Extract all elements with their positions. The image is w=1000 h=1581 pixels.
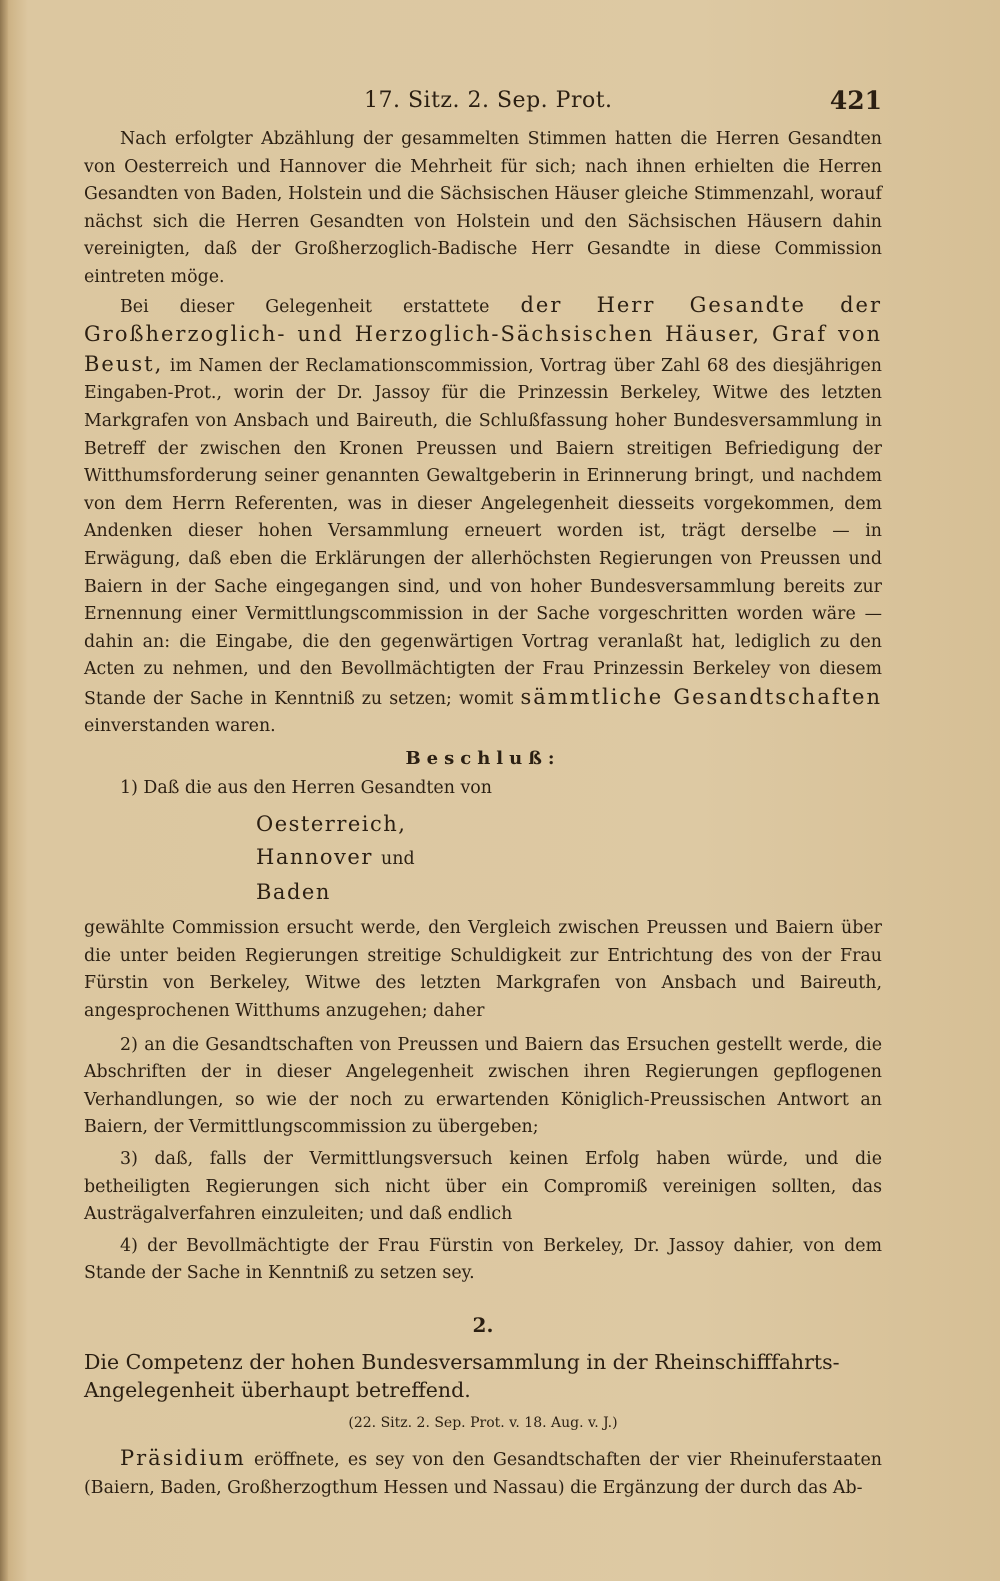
state-connector: und: [381, 849, 415, 870]
book-spine-shadow: [0, 0, 8, 1581]
resolution-heading: Beschluß:: [405, 748, 561, 770]
running-head: 17. Sitz. 2. Sep. Prot.: [364, 88, 613, 113]
resolution-item-4: 4) der Bevollmächtigte der Frau Fürstin von Berkeley, Dr. Jassoy dahier, von dem Stande der Sache in Kenntniß zu setzen sey.: [84, 1235, 882, 1284]
section-number: 2.: [472, 1312, 494, 1337]
state-hanover-line: [256, 841, 882, 876]
page-number: 421: [829, 86, 882, 115]
page-header: [84, 88, 882, 118]
state-baden: Baden: [256, 880, 331, 905]
resolution-item-1-rest: gewählte Commission ersucht werde, den Vergleich zwischen Preussen und Baiern über die unter beiden Regierungen streitige Schuldigkeit zur Entrichtung des von der Frau Fürstin von Berkeley, Witwe des letzten Markgrafen von Ansbach und Baireuth, angesprochenen Witthums anzugehen; daher: [84, 918, 882, 1022]
resolution-item-2: 2) an die Gesandtschaften von Preussen und Baiern das Ersuchen gestellt werde, die Abschriften der in dieser Angelegenheit zwischen ihren Regierungen gepflogenen Verhandlungen, so wie der noch zu erwartenden Königlich-Preussischen Antwort an Baiern, der Vermittlungscommission zu übergeben;: [84, 1034, 882, 1138]
state-austria: Oesterreich,: [256, 812, 407, 837]
section-reference: (22. Sitz. 2. Sep. Prot. v. 18. Aug. v. J.): [348, 1414, 618, 1431]
all-delegations-spaced: sämmtliche Gesandtschaften: [520, 684, 883, 709]
presidium-spaced: Präsidium: [120, 1446, 246, 1471]
state-list: [256, 808, 882, 909]
resolution-item-1-intro: 1) Daß die aus den Herren Gesandten von: [120, 777, 492, 798]
paragraph-report-end: einverstanden waren.: [84, 716, 276, 737]
paragraph-report-body: im Namen der Reclamationscommission, Vortrag über Zahl 68 des diesjährigen Eingaben-Prot., worin der Dr. Jassoy für die Prinzessin Berkeley, Witwe des letzten Markgrafen von Ansbach und Baireuth, die Schlußfassung hoher Bundesversammlung in Betreff der zwischen den Kronen Preussen und Baiern streitigen Befriedigung der Witthumsforderung seiner genannten Gewaltgeberin in Erinnerung bringt, und nachdem von dem Herrn Referenten, was in dieser Angelegenheit diesseits vorgekommen, dem Andenken dieser hohen Versammlung erneuert worden ist, trägt derselbe — in Erwägung, daß eben die Erklärungen der allerhöchsten Regierungen von Preussen und Baiern in der Sache eingegangen sind, und von hoher Bundesversammlung bereits zur Ernennung einer Vermittlungscommission in der Sache vorgeschritten worden wäre — dahin an: die Eingabe, die den gegenwärtigen Vortrag veranlaßt hat, lediglich zu den Acten zu nehmen, und den Bevollmächtigten der Frau Prinzessin Berkeley von diesem Stande der Sache in Kenntniß zu setzen; womit: [84, 355, 882, 709]
section-title: Die Competenz der hohen Bundesversammlung in der Rheinschifffahrts-Angelegenheit überhaupt betreffend.: [84, 1349, 840, 1402]
paragraph-report-start: Bei dieser Gelegenheit erstattete: [120, 296, 490, 317]
resolution-item-3: 3) daß, falls der Vermittlungsversuch keinen Erfolg haben würde, und die betheiligten Regierungen sich nicht über ein Compromiß vereinigen sollten, das Austrägalverfahren einzuleiten; und daß endlich: [84, 1149, 882, 1225]
page-body: [84, 126, 882, 1502]
paragraph-vote-result: Nach erfolgter Abzählung der gesammelten Stimmen hatten die Herren Gesandten von Oesterreich und Hannover die Mehrheit für sich; nach ihnen erhielten die Herren Gesandten von Baden, Holstein und die Sächsischen Häuser gleiche Stimmenzahl, worauf nächst sich die Herren Gesandten von Holstein und den Sächsischen Häusern dahin vereinigten, daß der Großherzoglich-Badische Herr Gesandte in diese Commission eintreten möge.: [84, 129, 882, 287]
section-opening-paragraph: [84, 1445, 882, 1502]
state-hanover: Hannover: [256, 845, 373, 870]
section-opening-text: eröffnete, es sey von den Gesandtschaften der vier Rheinuferstaaten (Baiern, Baden, Großherzogthum Hessen und Nassau) die Ergänzung der durch das Ab-: [84, 1450, 883, 1498]
envoy-name-spaced: der Herr Gesandte der Großherzoglich- und Herzoglich-Sächsischen Häuser, Graf von Beust,: [84, 292, 883, 376]
paragraph-report: [84, 292, 882, 742]
